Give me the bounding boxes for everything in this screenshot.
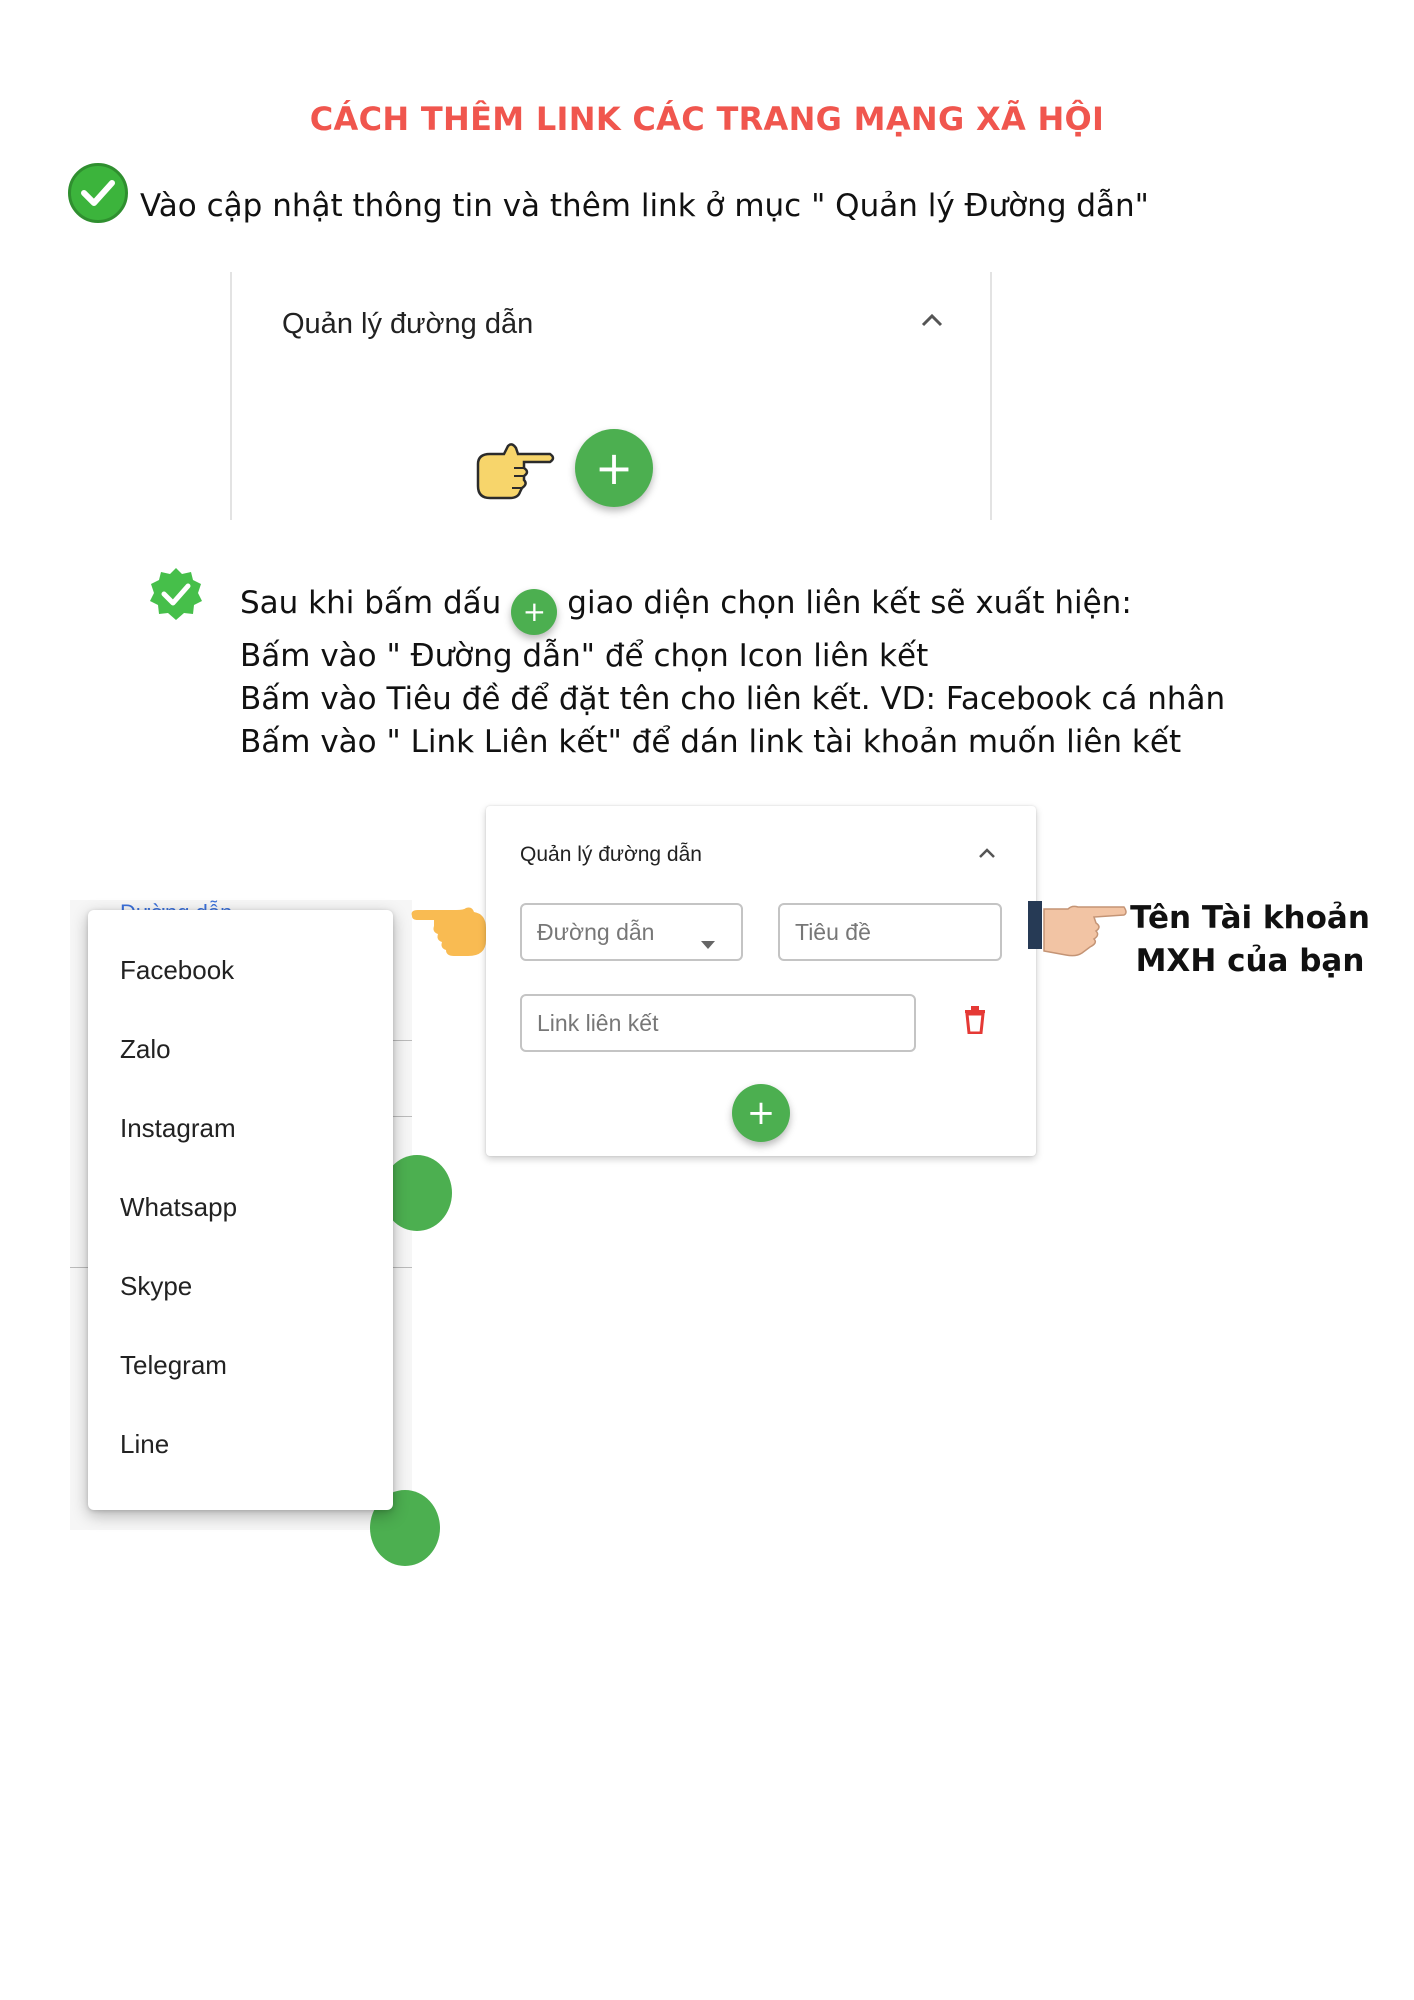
step2-line3: Bấm vào Tiêu đề để đặt tên cho liên kết. VD: Facebook cá nhân bbox=[240, 680, 1226, 717]
divider bbox=[390, 1040, 412, 1041]
add-link-button[interactable]: + bbox=[575, 429, 653, 507]
pointing-hand-icon bbox=[474, 442, 556, 504]
menu-item-whatsapp[interactable]: Whatsapp bbox=[120, 1192, 238, 1222]
step2-line2: Bấm vào " Đường dẫn" để chọn Icon liên kết bbox=[240, 637, 929, 674]
link-form-card bbox=[486, 806, 1036, 1156]
pointing-hand-icon bbox=[410, 902, 490, 964]
account-name-callout: Tên Tài khoản MXH của bạn bbox=[1130, 900, 1370, 979]
link-url-input[interactable]: Link liên kết bbox=[520, 994, 916, 1052]
menu-item-instagram[interactable]: Instagram bbox=[120, 1113, 236, 1143]
menu-item-zalo[interactable]: Zalo bbox=[120, 1034, 171, 1064]
section-title: Quản lý đường dẫn bbox=[282, 308, 534, 340]
menu-item-line[interactable]: Line bbox=[120, 1429, 170, 1459]
page-title: CÁCH THÊM LINK CÁC TRANG MẠNG XÃ HỘI bbox=[309, 100, 1105, 138]
step2-line4: Bấm vào " Link Liên kết" để dán link tài khoản muốn liên kết bbox=[240, 723, 1182, 760]
pointing-hand-icon bbox=[1042, 901, 1128, 963]
screenshot-section-collapsed bbox=[230, 272, 992, 520]
menu-item-telegram[interactable]: Telegram bbox=[120, 1350, 227, 1380]
menu-item-facebook[interactable]: Facebook bbox=[120, 955, 235, 985]
menu-item-skype[interactable]: Skype bbox=[120, 1271, 193, 1301]
step2-instructions bbox=[240, 582, 1225, 764]
chevron-up-icon[interactable] bbox=[978, 846, 996, 864]
step2-line1: Sau khi bấm dấu + giao diện chọn liên kết sẽ xuất hiện: bbox=[240, 582, 1225, 635]
step1-text: Vào cập nhật thông tin và thêm link ở mục " Quản lý Đường dẫn" bbox=[140, 188, 1149, 224]
caret-down-icon bbox=[701, 928, 715, 955]
inline-add-button: + bbox=[511, 589, 557, 635]
link-type-menu bbox=[88, 910, 393, 1510]
trash-icon[interactable] bbox=[964, 1006, 986, 1039]
sleeve-cuff bbox=[1028, 901, 1042, 949]
divider bbox=[390, 1116, 412, 1117]
link-type-select[interactable]: Đường dẫn bbox=[520, 903, 743, 961]
form-section-title: Quản lý đường dẫn bbox=[520, 843, 702, 866]
add-link-button[interactable]: + bbox=[732, 1084, 790, 1142]
badge-check-icon bbox=[148, 566, 204, 626]
link-title-input[interactable]: Tiêu đề bbox=[778, 903, 1002, 961]
chevron-up-icon[interactable] bbox=[920, 312, 944, 332]
check-circle-icon bbox=[68, 163, 128, 223]
